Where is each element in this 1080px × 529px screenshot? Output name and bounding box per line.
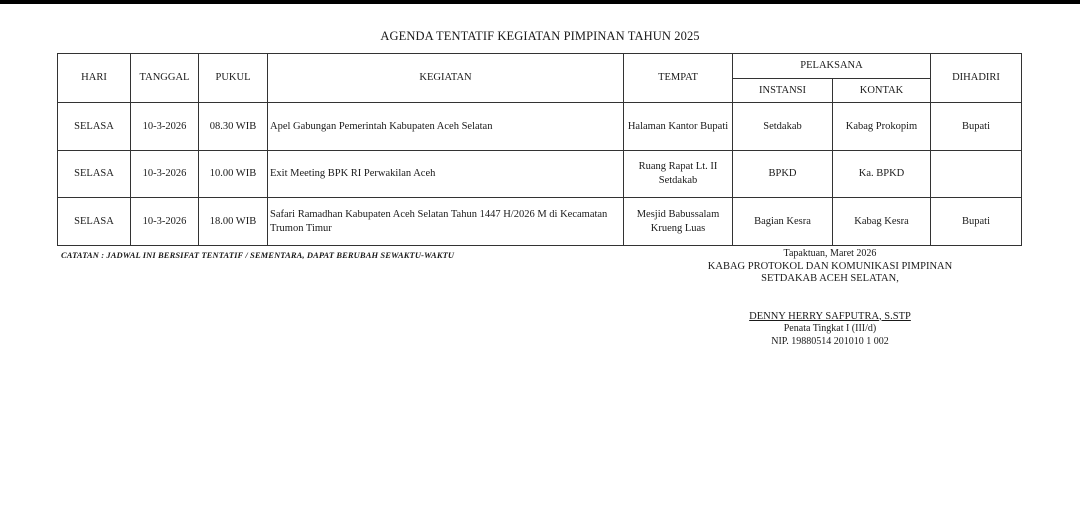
cell-kontak: Kabag Prokopim	[833, 103, 931, 151]
signatory-rank: Penata Tingkat I (III/d)	[783, 323, 877, 334]
cell-pukul: 08.30 WIB	[199, 103, 268, 151]
cell-instansi: Setdakab	[733, 103, 833, 151]
header-instansi: INSTANSI	[733, 79, 833, 103]
signature-block	[690, 248, 970, 348]
top-bar	[0, 0, 1080, 4]
agenda-table	[57, 53, 1022, 246]
place-date: Tapaktuan, Maret 2026	[783, 248, 877, 259]
position-line-2: SETDAKAB ACEH SELATAN,	[761, 273, 899, 284]
cell-hari: SELASA	[58, 151, 131, 198]
header-hari: HARI	[58, 54, 131, 103]
header-pelaksana: PELAKSANA	[733, 54, 931, 79]
cell-hari: SELASA	[58, 198, 131, 246]
table-row	[58, 103, 1022, 151]
cell-tanggal: 10-3-2026	[131, 198, 199, 246]
schedule-note: CATATAN : JADWAL INI BERSIFAT TENTATIF / SEMENTARA, DAPAT BERUBAH SEWAKTU-WAKTU	[61, 250, 455, 260]
cell-dihadiri: Bupati	[931, 198, 1022, 246]
cell-tempat: Mesjid Babussalam Krueng Luas	[624, 198, 733, 246]
signatory-nip: NIP. 19880514 201010 1 002	[771, 335, 889, 347]
cell-instansi: BPKD	[733, 151, 833, 198]
cell-tempat: Ruang Rapat Lt. II Setdakab	[624, 151, 733, 198]
cell-pukul: 10.00 WIB	[199, 151, 268, 198]
document-title: AGENDA TENTATIF KEGIATAN PIMPINAN TAHUN 2025	[380, 29, 700, 43]
cell-tanggal: 10-3-2026	[131, 103, 199, 151]
cell-hari: SELASA	[58, 103, 131, 151]
position-line-1: KABAG PROTOKOL DAN KOMUNIKASI PIMPINAN	[707, 260, 953, 272]
cell-kontak: Kabag Kesra	[833, 198, 931, 246]
header-kegiatan: KEGIATAN	[268, 54, 624, 103]
cell-kegiatan: Apel Gabungan Pemerintah Kabupaten Aceh Selatan	[268, 103, 624, 151]
header-dihadiri: DIHADIRI	[931, 54, 1022, 103]
header-tanggal: TANGGAL	[131, 54, 199, 103]
cell-kegiatan: Safari Ramadhan Kabupaten Aceh Selatan Tahun 1447 H/2026 M di Kecamatan Trumon Timur	[268, 198, 624, 246]
cell-tempat: Halaman Kantor Bupati	[624, 103, 733, 151]
table-row	[58, 151, 1022, 198]
header-kontak: KONTAK	[833, 79, 931, 103]
cell-tanggal: 10-3-2026	[131, 151, 199, 198]
signatory-name: DENNY HERRY SAFPUTRA, S.STP	[749, 310, 911, 322]
cell-kontak: Ka. BPKD	[833, 151, 931, 198]
cell-instansi: Bagian Kesra	[733, 198, 833, 246]
header-tempat: TEMPAT	[624, 54, 733, 103]
cell-dihadiri: Bupati	[931, 103, 1022, 151]
table-row	[58, 198, 1022, 246]
cell-dihadiri	[931, 151, 1022, 198]
cell-pukul: 18.00 WIB	[199, 198, 268, 246]
cell-kegiatan: Exit Meeting BPK RI Perwakilan Aceh	[268, 151, 624, 198]
header-pukul: PUKUL	[199, 54, 268, 103]
